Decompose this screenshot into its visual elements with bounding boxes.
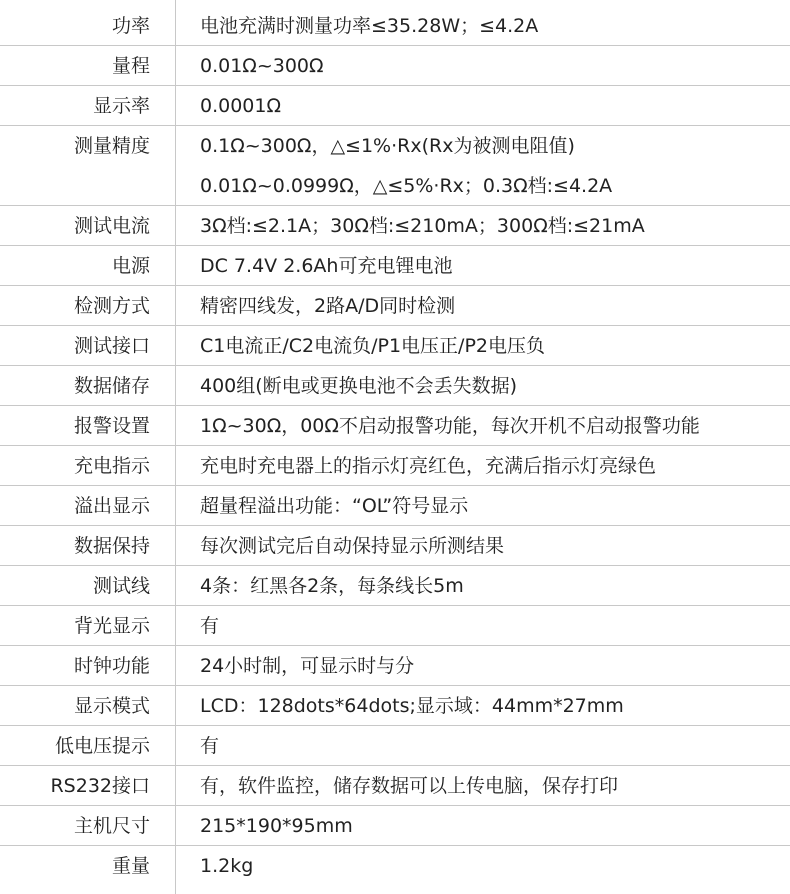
- spec-value: LCD：128dots*64dots;显示域：44mm*27mm: [200, 695, 624, 717]
- spec-value: 1.2kg: [200, 855, 254, 877]
- spec-label: 电源: [111, 255, 150, 277]
- spec-label: 功率: [111, 15, 150, 37]
- spec-label: RS232接口: [50, 775, 150, 797]
- spec-label: 溢出显示: [73, 495, 150, 517]
- spec-label: 量程: [111, 55, 150, 77]
- spec-label: 测试电流: [73, 215, 150, 237]
- spec-value: DC 7.4V 2.6Ah可充电锂电池: [200, 255, 453, 277]
- spec-label: 报警设置: [73, 415, 150, 437]
- spec-label: 数据保持: [73, 535, 150, 557]
- spec-value: 0.1Ω~300Ω，△≤1%·Rx(Rx为被测电阻值): [200, 135, 575, 157]
- spec-value: 4条：红黑各2条，每条线长5m: [200, 575, 464, 597]
- spec-value: 有，软件监控，储存数据可以上传电脑，保存打印: [200, 775, 619, 797]
- spec-value: 215*190*95mm: [200, 815, 353, 837]
- spec-value: 超量程溢出功能：“OL”符号显示: [200, 495, 469, 517]
- spec-label: 显示率: [92, 95, 150, 117]
- spec-value: 0.01Ω~300Ω: [200, 55, 324, 77]
- spec-value: 0.01Ω~0.0999Ω，△≤5%·Rx；0.3Ω档:≤4.2A: [200, 175, 613, 197]
- spec-value: 有: [200, 615, 220, 637]
- spec-value: 精密四线发，2路A/D同时检测: [200, 295, 456, 317]
- spec-label: 重量: [111, 855, 150, 877]
- spec-value: 电池充满时测量功率≤35.28W；≤4.2A: [200, 15, 539, 37]
- spec-value: 3Ω档:≤2.1A；30Ω档:≤210mA；300Ω档:≤21mA: [200, 215, 645, 237]
- spec-value: 有: [200, 735, 220, 757]
- spec-label: 充电指示: [73, 455, 150, 477]
- spec-label: 测量精度: [73, 135, 150, 157]
- spec-value: 24小时制，可显示时与分: [200, 655, 415, 677]
- column-divider: [175, 0, 176, 894]
- spec-label: 低电压提示: [54, 735, 150, 757]
- spec-label: 背光显示: [73, 615, 150, 637]
- spec-value: 1Ω~30Ω，00Ω不启动报警功能，每次开机不启动报警功能: [200, 415, 700, 437]
- spec-value: 0.0001Ω: [200, 95, 282, 117]
- spec-value: 400组(断电或更换电池不会丢失数据): [200, 375, 518, 397]
- spec-value: 每次测试完后自动保持显示所测结果: [200, 535, 505, 557]
- spec-label: 数据储存: [73, 375, 150, 397]
- spec-label: 主机尺寸: [73, 815, 150, 837]
- spec-label: 测试接口: [73, 335, 150, 357]
- spec-value: C1电流正/C2电流负/P1电压正/P2电压负: [200, 335, 546, 357]
- spec-label: 显示模式: [73, 695, 150, 717]
- spec-label: 检测方式: [73, 295, 150, 317]
- spec-label: 时钟功能: [73, 655, 150, 677]
- spec-value: 充电时充电器上的指示灯亮红色，充满后指示灯亮绿色: [200, 455, 657, 477]
- spec-label: 测试线: [92, 575, 150, 597]
